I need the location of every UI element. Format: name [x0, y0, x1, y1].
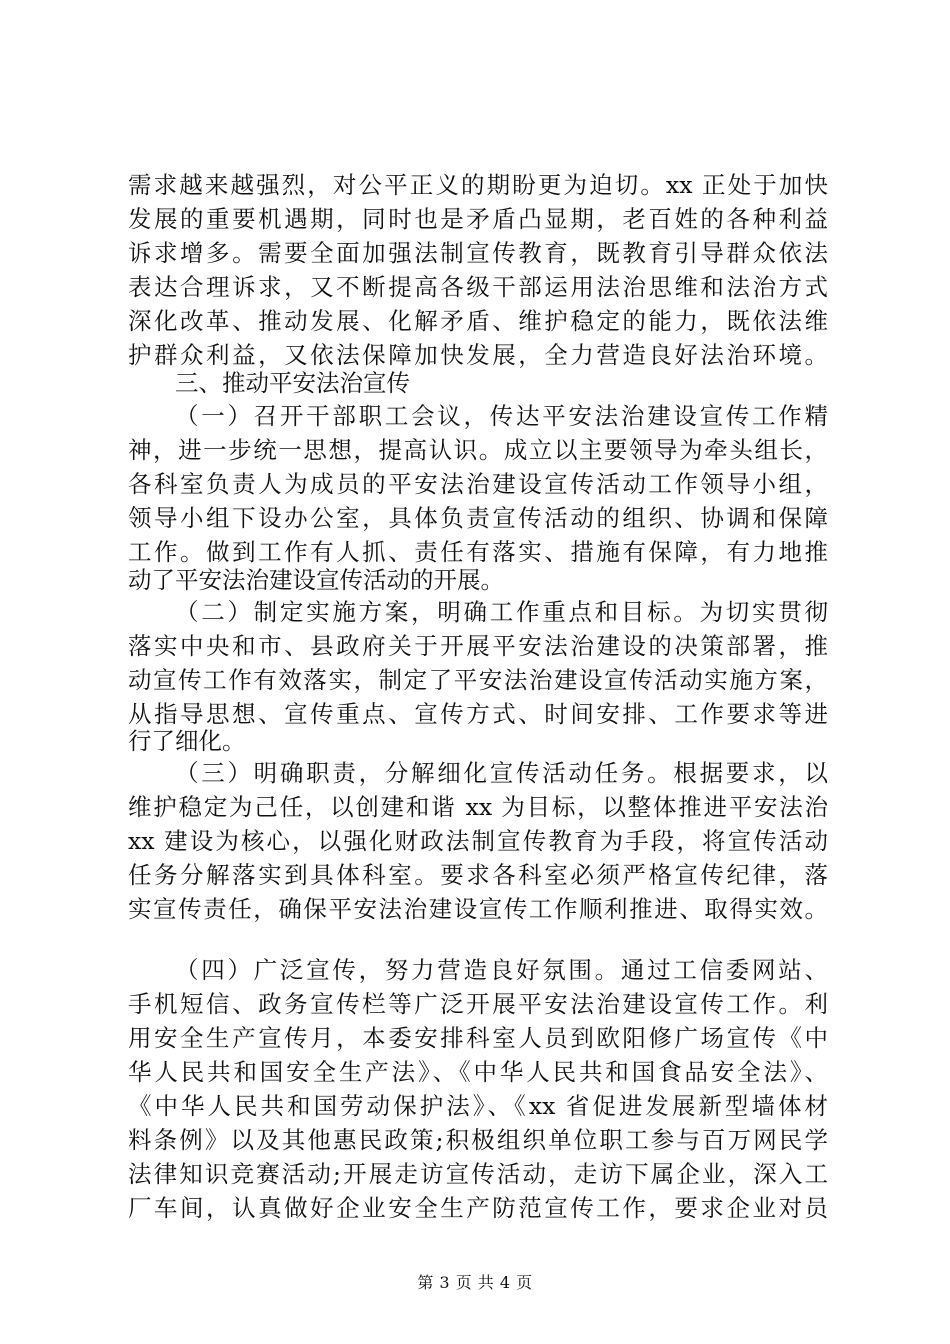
text-line: 法律知识竞赛活动;开展走访宣传活动，走访下属企业，深入工 [128, 1160, 828, 1188]
text-line: xx 建设为核心，以强化财政法制宣传教育为手段，将宣传活动 [128, 827, 828, 855]
text-line: 领导小组下设办公室，具体负责宣传活动的组织、协调和保障 [128, 504, 828, 532]
text-line: 需求越来越强烈，对公平正义的期盼更为迫切。xx 正处于加快 [128, 171, 828, 199]
text-line: 手机短信、政务宣传栏等广泛开展平安法治建设宣传工作。利 [128, 990, 828, 1018]
text-line: 动宣传工作有效落实，制定了平安法治建设宣传活动实施方案， [128, 666, 828, 694]
text-line: （二）制定实施方案，明确工作重点和目标。为切实贯彻 [175, 598, 828, 626]
text-line: 从指导思想、宣传重点、宣传方式、时间安排、工作要求等进 [128, 700, 828, 728]
text-line: 深化改革、推动发展、化解矛盾、维护稳定的能力，既依法维 [128, 307, 828, 335]
text-line: （三）明确职责，分解细化宣传活动任务。根据要求，以 [175, 759, 828, 787]
page-footer: 第 3 页 共 4 页 [417, 1273, 533, 1292]
text-line: 神，进一步统一思想，提高认识。成立以主要领导为牵头组长， [128, 436, 828, 464]
text-line: 表达合理诉求，又不断提高各级干部运用法治思维和法治方式 [128, 273, 828, 301]
section-heading: 三、推动平安法治宣传 [175, 369, 410, 397]
text-line: 诉求增多。需要全面加强法制宣传教育，既教育引导群众依法 [128, 239, 828, 267]
text-line: 料条例》以及其他惠民政策;积极组织单位职工参与百万网民学 [128, 1126, 828, 1154]
text-line: 厂车间，认真做好企业安全生产防范宣传工作，要求企业对员 [128, 1194, 828, 1222]
text-line: 落实中央和市、县政府关于开展平安法治建设的决策部署，推 [128, 632, 828, 660]
text-line: 华人民共和国安全生产法》、《中华人民共和国食品安全法》、 [128, 1058, 828, 1086]
text-line: 维护稳定为己任，以创建和谐 xx 为目标，以整体推进平安法治 [128, 793, 828, 821]
text-line: 行了细化。 [128, 727, 246, 755]
text-line: 各科室负责人为成员的平安法治建设宣传活动工作领导小组， [128, 470, 828, 498]
text-line: 工作。做到工作有人抓、责任有落实、措施有保障，有力地推 [128, 538, 828, 566]
text-line: （四）广泛宣传，努力营造良好氛围。通过工信委网站、 [175, 956, 828, 984]
text-line: （一）召开干部职工会议，传达平安法治建设宣传工作精 [175, 402, 828, 430]
text-line: 用安全生产宣传月，本委安排科室人员到欧阳修广场宣传《中 [128, 1024, 828, 1052]
text-line: 动了平安法治建设宣传活动的开展。 [128, 566, 504, 594]
text-line: 护群众利益，又依法保障加快发展，全力营造良好法治环境。 [128, 341, 828, 369]
text-line: 任务分解落实到具体科室。要求各科室必须严格宣传纪律，落 [128, 861, 828, 889]
text-line: 《中华人民共和国劳动保护法》、《xx 省促进发展新型墙体材 [128, 1092, 828, 1120]
text-line: 发展的重要机遇期，同时也是矛盾凸显期，老百姓的各种利益 [128, 205, 828, 233]
text-line: 实宣传责任，确保平安法治建设宣传工作顺利推进、取得实效。 [128, 895, 828, 923]
